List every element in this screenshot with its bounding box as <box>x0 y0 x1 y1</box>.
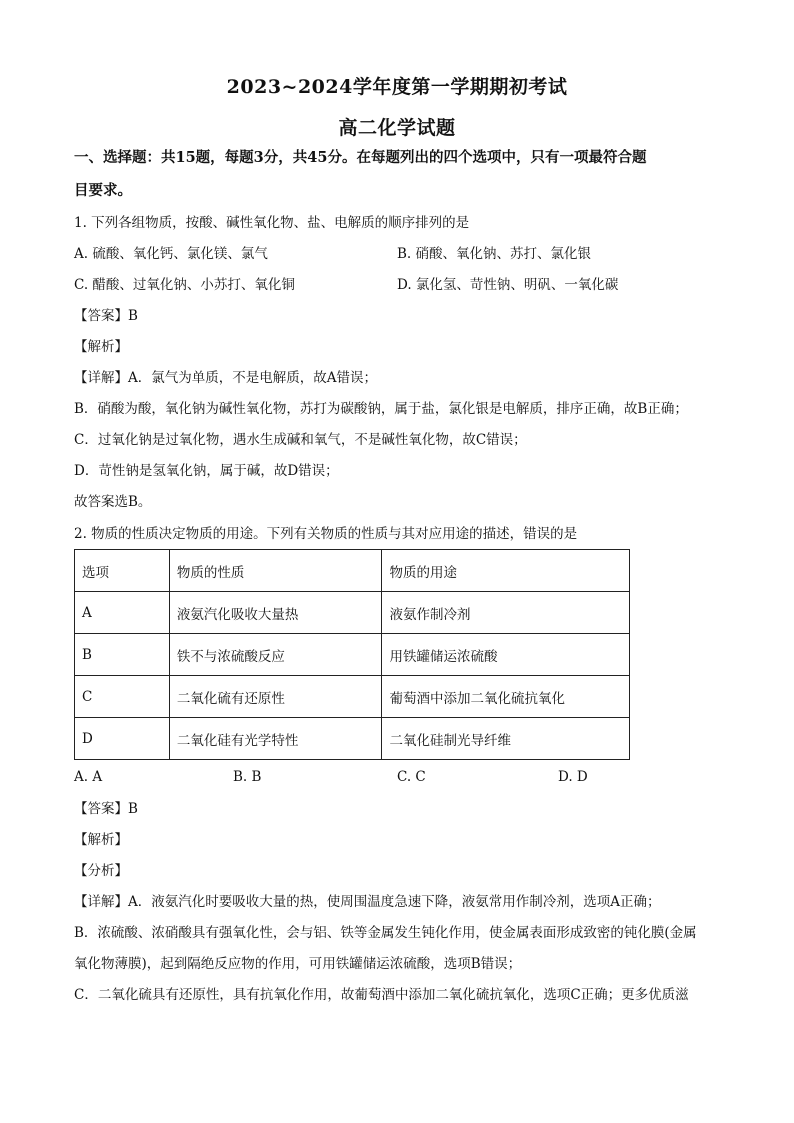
table-cell: A <box>75 592 170 634</box>
q2-property-table <box>74 549 630 760</box>
table-cell: 液氨汽化吸收大量热 <box>169 592 382 634</box>
table-header-cell: 物质的用途 <box>382 550 630 592</box>
table-cell: B <box>75 634 170 676</box>
q2-detail-line: C．二氧化硫具有还原性，具有抗氧化作用，故葡萄酒中添加二氧化硫抗氧化，选项C正确；更多优质滋 <box>74 987 689 1003</box>
table-cell: 二氧化硫有还原性 <box>169 676 382 718</box>
q1-analysis-label: 【解析】 <box>74 339 128 355</box>
table-header-cell: 物质的性质 <box>169 550 382 592</box>
q2-option-b: B. B <box>233 769 262 785</box>
section-heading-line1: 一、选择题：共15题，每题3分，共45分。在每题列出的四个选项中，只有一项最符合题 <box>74 149 647 166</box>
table-row <box>75 718 630 760</box>
table-row <box>75 592 630 634</box>
table-cell: 铁不与浓硫酸反应 <box>169 634 382 676</box>
question-2-stem: 2. 物质的性质决定物质的用途。下列有关物质的性质与其对应用途的描述，错误的是 <box>74 526 578 542</box>
q1-detail-line: B．硝酸为酸，氧化钠为碱性氧化物，苏打为碳酸钠，属于盐，氯化银是电解质，排序正确，故B正确； <box>74 401 688 417</box>
section-heading-line2: 目要求。 <box>74 182 132 199</box>
q2-option-a: A. A <box>74 769 103 785</box>
q2-detail-line: 【详解】A．液氨汽化时要吸收大量的热，使周围温度急速下降，液氨常用作制冷剂，选项A正确； <box>74 894 661 910</box>
question-1-stem: 1. 下列各组物质，按酸、碱性氧化物、盐、电解质的顺序排列的是 <box>74 215 470 231</box>
table-cell: 葡萄酒中添加二氧化硫抗氧化 <box>382 676 630 718</box>
q2-analysis-label: 【解析】 <box>74 832 128 848</box>
table-row <box>75 634 630 676</box>
q1-option-d: D. 氯化氢、苛性钠、明矾、一氧化碳 <box>397 277 619 293</box>
table-cell: 二氧化硅制光导纤维 <box>382 718 630 760</box>
q1-answer: 【答案】B <box>74 308 138 324</box>
table-cell: 液氨作制冷剂 <box>382 592 630 634</box>
exam-title: 2023~2024学年度第一学期期初考试 <box>226 76 568 98</box>
table-cell: 用铁罐储运浓硫酸 <box>382 634 630 676</box>
q1-option-b: B. 硝酸、氧化钠、苏打、氯化银 <box>397 246 592 262</box>
table-cell: 二氧化硅有光学特性 <box>169 718 382 760</box>
q1-option-c: C. 醋酸、过氧化钠、小苏打、氧化铜 <box>74 277 295 293</box>
q2-detail-line: 氧化物薄膜)，起到隔绝反应物的作用，可用铁罐储运浓硫酸，选项B错误； <box>74 956 522 972</box>
q1-detail-line: 【详解】A．氯气为单质，不是电解质，故A错误； <box>74 370 377 386</box>
q2-detail-line: B．浓硫酸、浓硝酸具有强氧化性，会与铝、铁等金属发生钝化作用，使金属表面形成致密的钝化膜(金属 <box>74 925 697 941</box>
q2-fenxi-label: 【分析】 <box>74 863 128 879</box>
q1-option-a: A. 硫酸、氧化钙、氯化镁、氯气 <box>74 246 268 262</box>
q2-option-c: C. C <box>397 769 426 785</box>
table-row <box>75 676 630 718</box>
q2-option-d: D. D <box>558 769 588 785</box>
table-cell: C <box>75 676 170 718</box>
q2-answer: 【答案】B <box>74 801 138 817</box>
q1-detail-line: C．过氧化钠是过氧化物，遇水生成碱和氧气，不是碱性氧化物，故C错误； <box>74 432 527 448</box>
exam-subtitle: 高二化学试题 <box>338 117 456 139</box>
q1-conclusion: 故答案选B。 <box>74 494 152 510</box>
table-cell: D <box>75 718 170 760</box>
q1-detail-line: D．苛性钠是氢氧化钠，属于碱，故D错误； <box>74 463 339 479</box>
table-header-cell: 选项 <box>75 550 170 592</box>
table-header-row <box>75 550 630 592</box>
